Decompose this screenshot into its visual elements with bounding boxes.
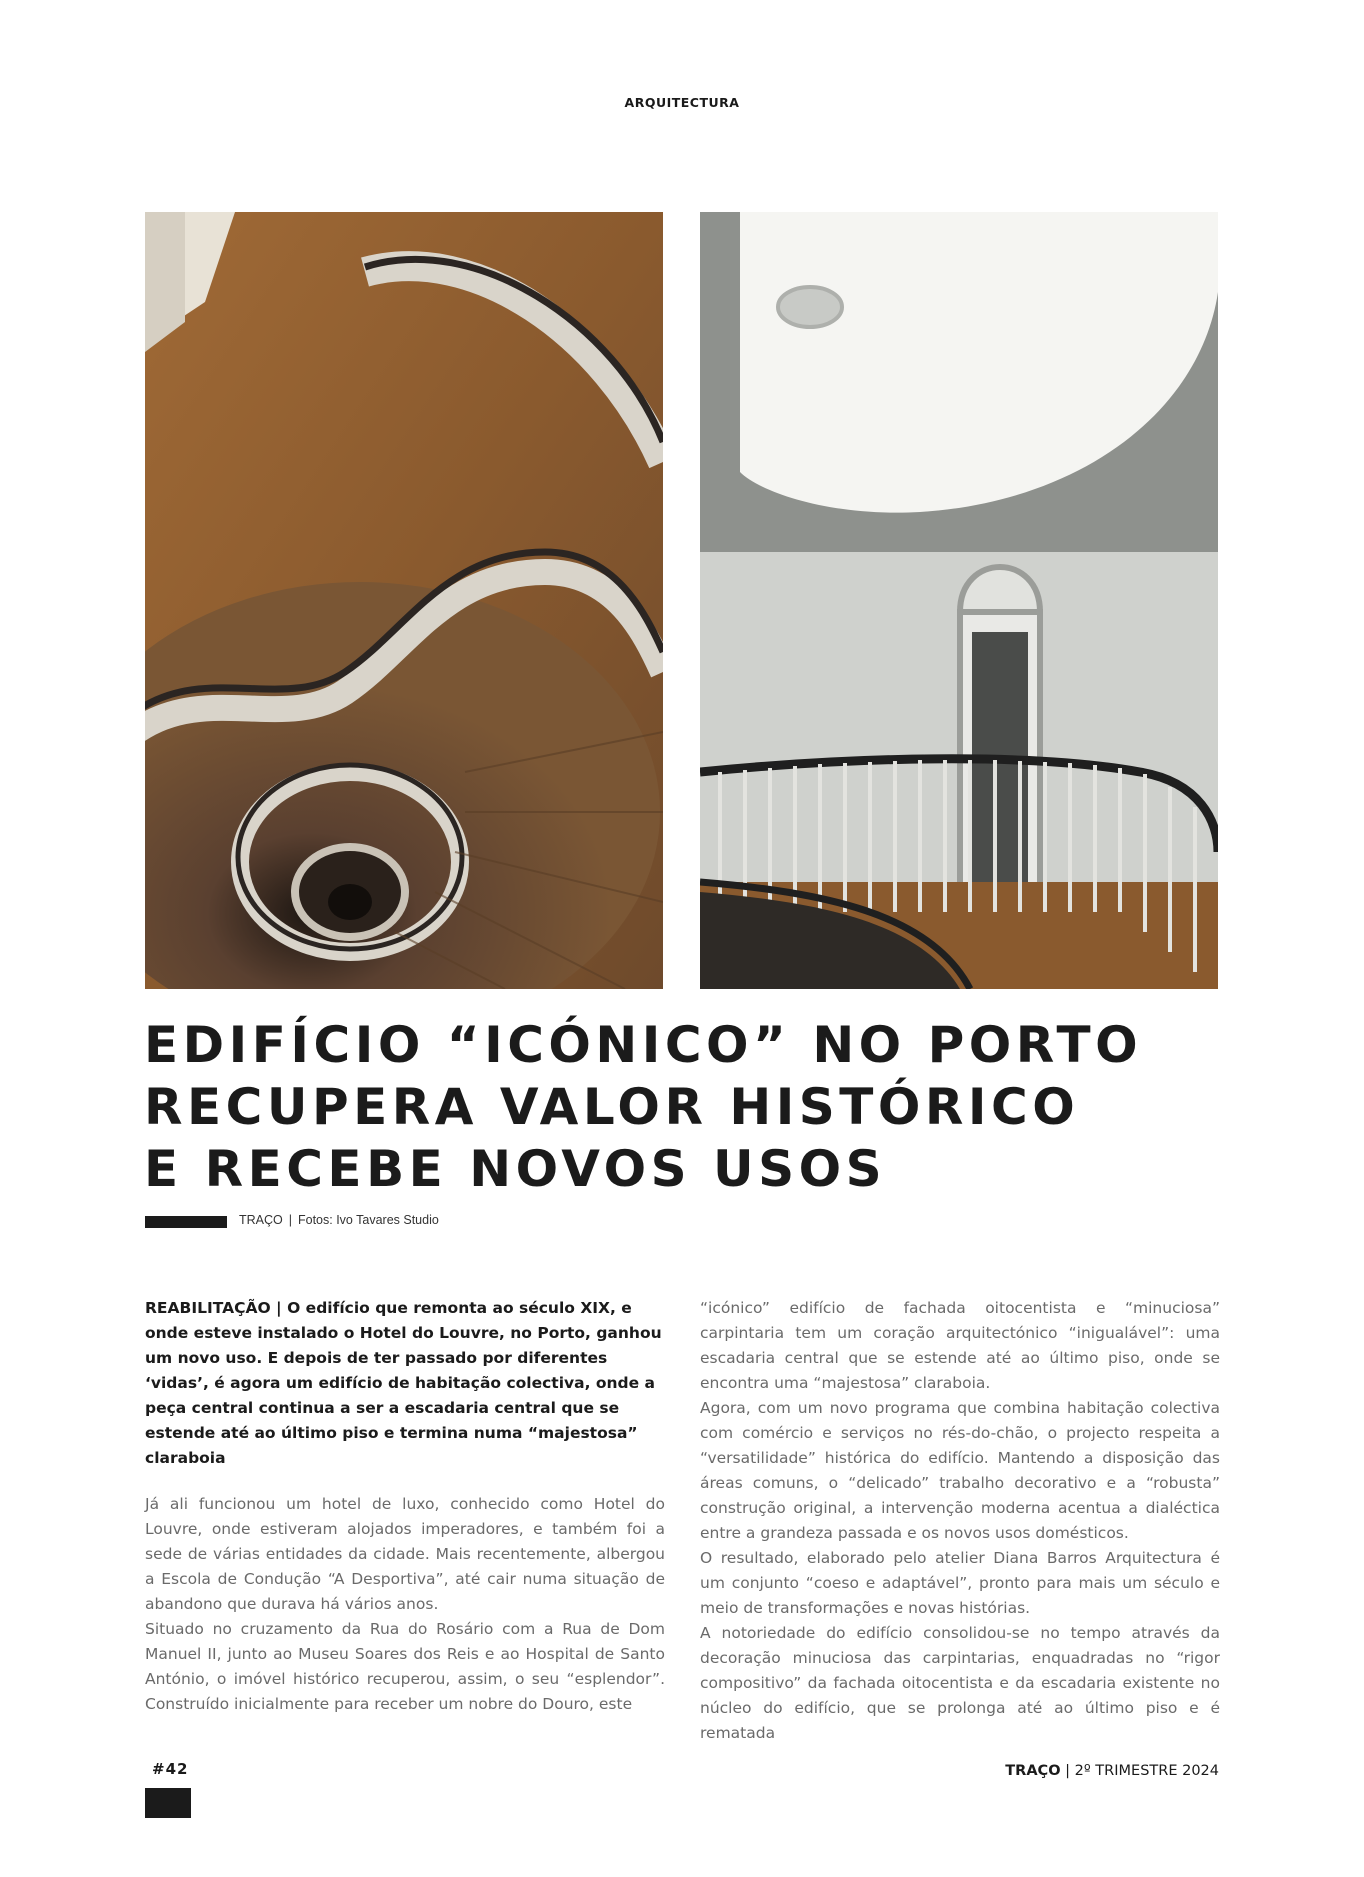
- body-paragraph: O resultado, elaborado pelo atelier Diana Barros Arquitectura é um conjunto “coeso e adaptável”, pronto para mais um século e meio de transformações e novas histórias.: [700, 1549, 1220, 1617]
- byline: [239, 1213, 439, 1227]
- skylight-landing-photo: [700, 212, 1218, 989]
- body-column-left: [145, 1492, 665, 1717]
- body-paragraph: Agora, com um novo programa que combina habitação colectiva com comércio e serviços no rés-do-chão, o projecto respeita a “versatilidade” histórica do edifício. Mantendo a disposição das áreas comuns, o “delicado” trabalho decorativo e a “robusta” construção original, a intervenção moderna acentua a dialéctica entre a grandeza passada e os novos usos domésticos.: [700, 1399, 1220, 1542]
- body-paragraph: Situado no cruzamento da Rua do Rosário com a Rua de Dom Manuel II, junto ao Museu Soares dos Reis e ao Hospital de Santo António, o imóvel histórico recuperou, assim, o seu “esplendor”. Construído inicialmente para receber um nobre do Douro, este: [145, 1620, 665, 1713]
- footer-separator: |: [1065, 1763, 1071, 1779]
- body-paragraph: “icónico” edifício de fachada oitocentista e “minuciosa” carpintaria tem um coração arquitectónico “inigualável”: uma escadaria central que se estende até ao último piso, onde se encontra uma “majestosa” claraboia.: [700, 1299, 1220, 1392]
- section-label: ARQUITECTURA: [624, 95, 740, 110]
- byline-bar: [145, 1216, 227, 1228]
- footer-issue: [1005, 1763, 1219, 1779]
- byline-separator: |: [288, 1213, 292, 1227]
- byline-author: TRAÇO: [239, 1213, 283, 1227]
- byline-photo-credit: Fotos: Ivo Tavares Studio: [298, 1213, 439, 1227]
- page-number: #42: [152, 1760, 189, 1778]
- headline-line-1: EDIFÍCIO “ICÓNICO” NO PORTO: [144, 1016, 1143, 1074]
- footer-magazine: TRAÇO: [1005, 1763, 1061, 1779]
- body-paragraph: A notoriedade do edifício consolidou-se no tempo através da decoração minuciosa das carpintarias, enquadradas no “rigor compositivo” da fachada oitocentista e da escadaria existente no núcleo do edifício, que se prolonga até ao último piso e é rematada: [700, 1624, 1220, 1742]
- headline-line-2: RECUPERA VALOR HISTÓRICO: [144, 1078, 1080, 1136]
- lead-paragraph: REABILITAÇÃO | O edifício que remonta ao século XIX, e onde esteve instalado o Hotel do Louvre, no Porto, ganhou um novo uso. E depois de ter passado por diferentes ‘vidas’, é agora um edifício de habitação colectiva, onde a peça central continua a ser a escadaria central que se estende até ao último piso e termina numa “majestosa” claraboia: [145, 1299, 662, 1467]
- page-number-block: [145, 1788, 191, 1818]
- body-paragraph: Já ali funcionou um hotel de luxo, conhecido como Hotel do Louvre, onde estiveram alojados imperadores, e também foi a sede de várias entidades da cidade. Mais recentemente, albergou a Escola de Condução “A Desportiva”, até cair numa situação de abandono que durava há vários anos.: [145, 1495, 665, 1613]
- headline-line-3: E RECEBE NOVOS USOS: [144, 1140, 887, 1198]
- headline: [144, 1014, 1142, 1200]
- body-column-right: [700, 1296, 1220, 1746]
- footer-issue-date: 2º TRIMESTRE 2024: [1074, 1763, 1219, 1779]
- spiral-staircase-photo: [145, 212, 663, 989]
